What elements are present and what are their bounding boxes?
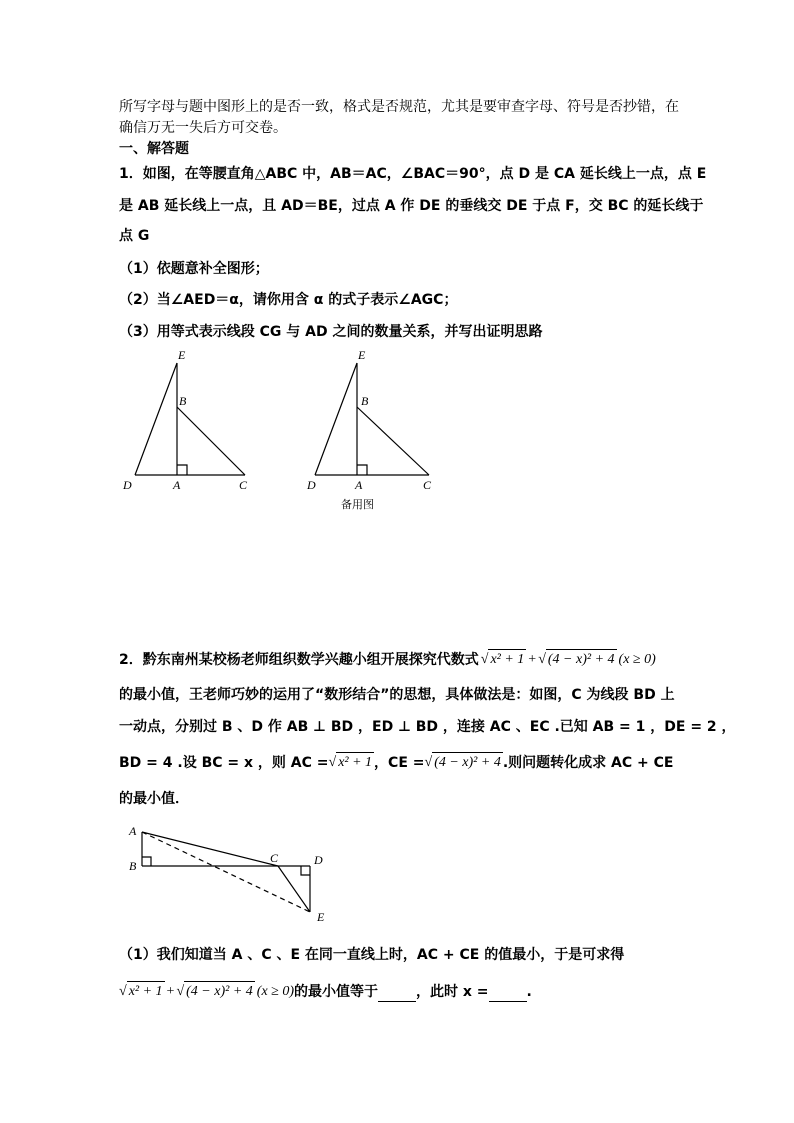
q2-line-4-b: ，CE =: [374, 755, 425, 771]
q2-fig-label-c: C: [270, 851, 279, 865]
q1-sub-1: （1）依题意补全图形；: [119, 261, 269, 277]
intro-line-2: 确信万无一失后方可交卷。: [119, 120, 287, 136]
q2-sub-1-rad-2: (4 − x)² + 4: [184, 981, 255, 1002]
q2-line-1-text: 2．黔东南州某校杨老师组织数学兴趣小组开展探究代数式: [119, 652, 479, 668]
q2-line-4-rad-2: (4 − x)² + 4: [432, 752, 503, 773]
q2-line-4-sqrt-2: √ (4 − x)² + 4: [425, 752, 503, 773]
q2-sub-1-line-1: （1）我们知道当 A 、C 、E 在同一直线上时，AC + CE 的值最小，于是可求得: [119, 947, 625, 963]
q1-fig2-label-d: D: [307, 478, 316, 492]
q1-sub-3: （3）用等式表示线段 CG 与 AD 之间的数量关系，并写出证明思路: [119, 324, 543, 340]
answer-blank-x-value[interactable]: [489, 987, 527, 1002]
q2-sub-1-sqrt-2: √ (4 − x)² + 4: [176, 981, 254, 1002]
q1-figure-spare: [297, 345, 447, 495]
q1-line-3: 点 G: [119, 228, 150, 244]
q2-sub-1-cond: (x ≥ 0): [256, 984, 295, 999]
q2-expr: √ x² + 1 + √ (4 − x)² + 4 (x ≥ 0): [481, 649, 656, 670]
q2-line-2: 的最小值，王老师巧妙的运用了“数形结合”的思想，具体做法是：如图，C 为线段 BD 上: [119, 687, 675, 703]
q1-fig2-label-e: E: [358, 348, 366, 362]
q2-expr-rad-2: (4 − x)² + 4: [546, 649, 617, 670]
q2-line-4: [119, 752, 679, 773]
q1-fig2-label-a: A: [355, 478, 363, 492]
section-title: 一、解答题: [119, 141, 189, 157]
q1-fig1-label-d: D: [123, 478, 132, 492]
q2-expr-rad-1: x² + 1: [488, 649, 526, 670]
q2-line-1: [119, 649, 679, 670]
q2-fig-label-a: A: [129, 824, 137, 838]
q2-line-4-sqrt-1: √ x² + 1: [329, 752, 375, 773]
q2-fig-label-b: B: [129, 859, 137, 873]
q1-fig1-label-c: C: [239, 478, 248, 492]
q2-sub-1-rad-1: x² + 1: [127, 981, 165, 1002]
q2-sub-1-end: .: [526, 984, 532, 1000]
q2-sub-1-tail-b: ，此时 x =: [416, 984, 489, 1000]
q2-line-4-rad-1: x² + 1: [336, 752, 374, 773]
q1-fig2-label-c: C: [423, 478, 432, 492]
q1-fig1-label-e: E: [178, 348, 186, 362]
intro-line-1: 所写字母与题中图形上的是否一致，格式是否规范，尤其是要审查字母、符号是否抄错，在: [119, 99, 679, 115]
q2-sub-1-line-2: √ x² + 1 + √ (4 − x)² + 4 (x ≥ 0) 的最小值等于 ，此时 x = .: [119, 981, 679, 1002]
q2-line-4-c: .则问题转化成求 AC + CE: [502, 755, 674, 771]
q2-sub-1-tail-a: 的最小值等于: [294, 984, 379, 1000]
q2-fig-label-e: E: [317, 910, 325, 924]
q1-line-1: 1．如图，在等腰直角△ABC 中，AB＝AC，∠BAC＝90°，点 D 是 CA 延长线上一点，点 E: [119, 166, 707, 182]
q1-fig2-label-b: B: [361, 394, 369, 408]
q2-line-3: 一动点，分别过 B 、D 作 AB ⊥ BD ，ED ⊥ BD ，连接 AC 、EC .已知 AB = 1 ，DE = 2 ，: [119, 719, 736, 735]
q1-line-2: 是 AB 延长线上一点，且 AD＝BE，过点 A 作 DE 的垂线交 DE 于点 F，交 BC 的延长线于: [119, 198, 704, 214]
q2-figure: [120, 818, 340, 928]
q2-fig-label-d: D: [314, 853, 323, 867]
q2-line-4-a: BD = 4 .设 BC = x ，则 AC =: [119, 755, 329, 771]
spare-figure-caption: 备用图: [341, 498, 374, 511]
answer-blank-min-value[interactable]: [378, 987, 416, 1002]
q1-figure-main: [115, 345, 265, 495]
q1-fig1-label-a: A: [173, 478, 181, 492]
q2-expr-cond: (x ≥ 0): [618, 652, 656, 667]
q1-sub-2: （2）当∠AED＝α，请你用含 α 的式子表示∠AGC；: [119, 292, 458, 308]
q2-line-5: 的最小值．: [119, 791, 189, 807]
q1-fig1-label-b: B: [179, 394, 187, 408]
q2-sub-1-sqrt-1: √ x² + 1: [119, 981, 165, 1002]
